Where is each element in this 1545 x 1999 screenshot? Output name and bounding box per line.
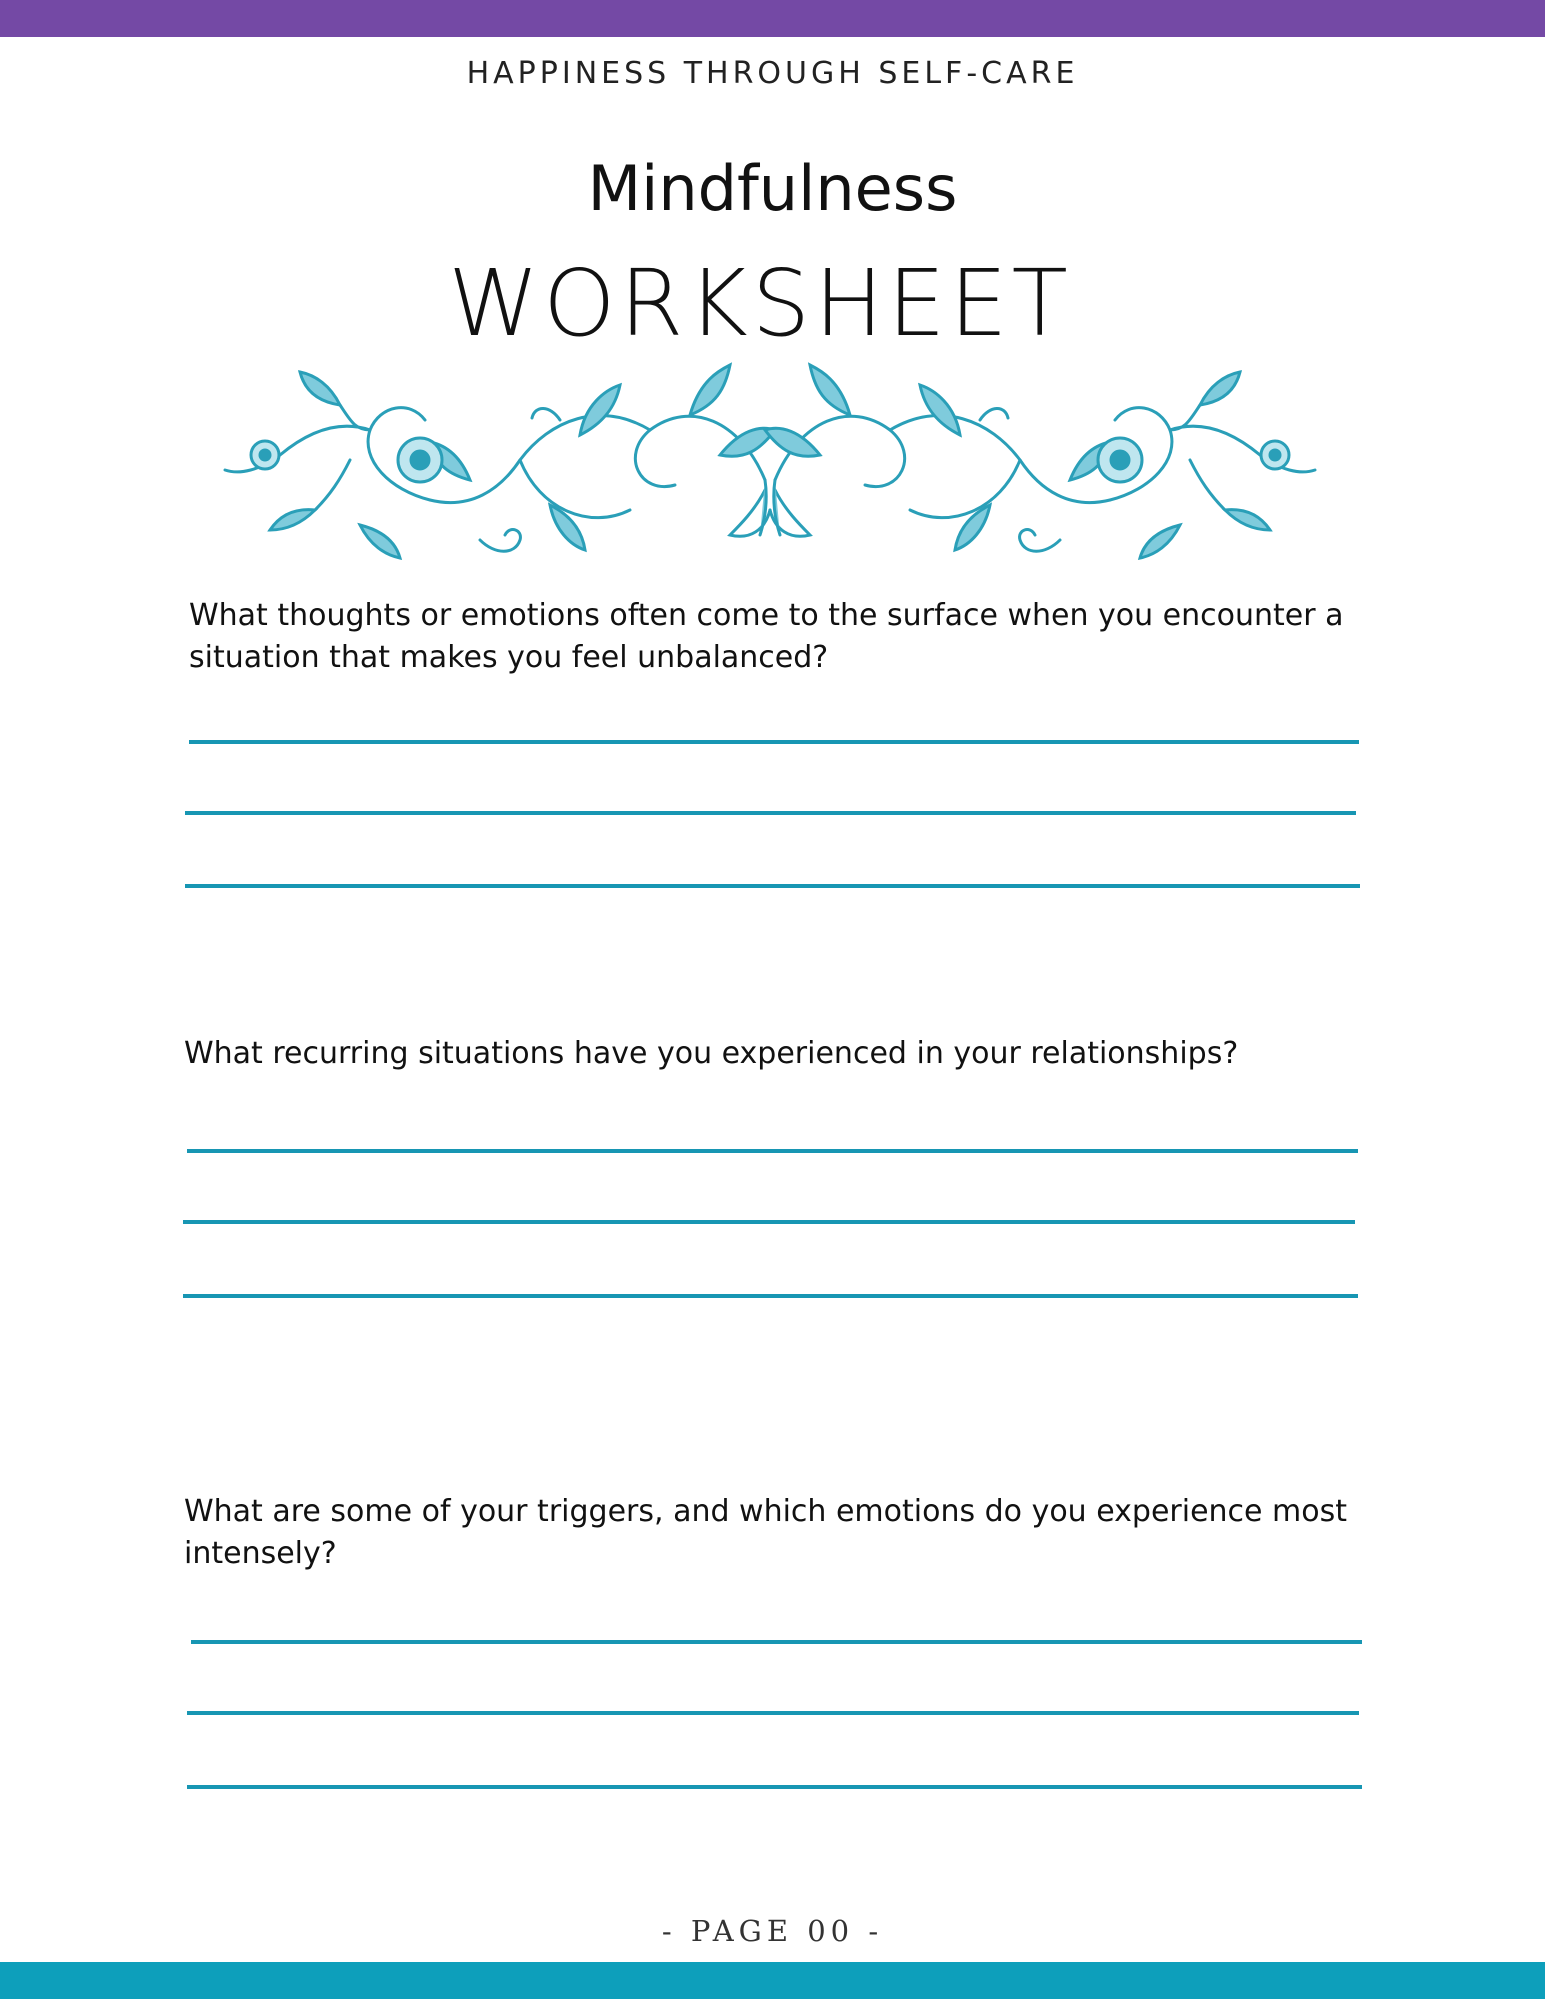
header-caption: HAPPINESS THROUGH SELF-CARE — [466, 56, 1079, 91]
answer-line[interactable] — [187, 1785, 1362, 1789]
question-2: What recurring situations have you experienced in your relationships? — [184, 1036, 1239, 1071]
answer-line[interactable] — [185, 884, 1360, 888]
title-worksheet: WORKSHEET — [448, 250, 1072, 357]
page-number: - PAGE 00 - — [661, 1914, 884, 1948]
answer-line[interactable] — [183, 1220, 1355, 1224]
bottom-accent-bar — [0, 1962, 1545, 1999]
answer-line[interactable] — [185, 811, 1356, 815]
question-3: What are some of your triggers, and which emotions do you experience most intensely? — [184, 1494, 1348, 1571]
answer-line[interactable] — [187, 1711, 1359, 1715]
answer-line[interactable] — [189, 740, 1359, 744]
floral-scroll-ornament-icon — [220, 360, 1320, 575]
top-accent-bar — [0, 0, 1545, 37]
answer-line[interactable] — [191, 1640, 1362, 1644]
answer-line[interactable] — [183, 1294, 1358, 1298]
answer-line[interactable] — [187, 1149, 1358, 1153]
title-mindfulness: Mindfulness — [587, 152, 958, 225]
question-1: What thoughts or emotions often come to the surface when you encounter a situation that makes you feel unbalanced? — [189, 598, 1344, 675]
